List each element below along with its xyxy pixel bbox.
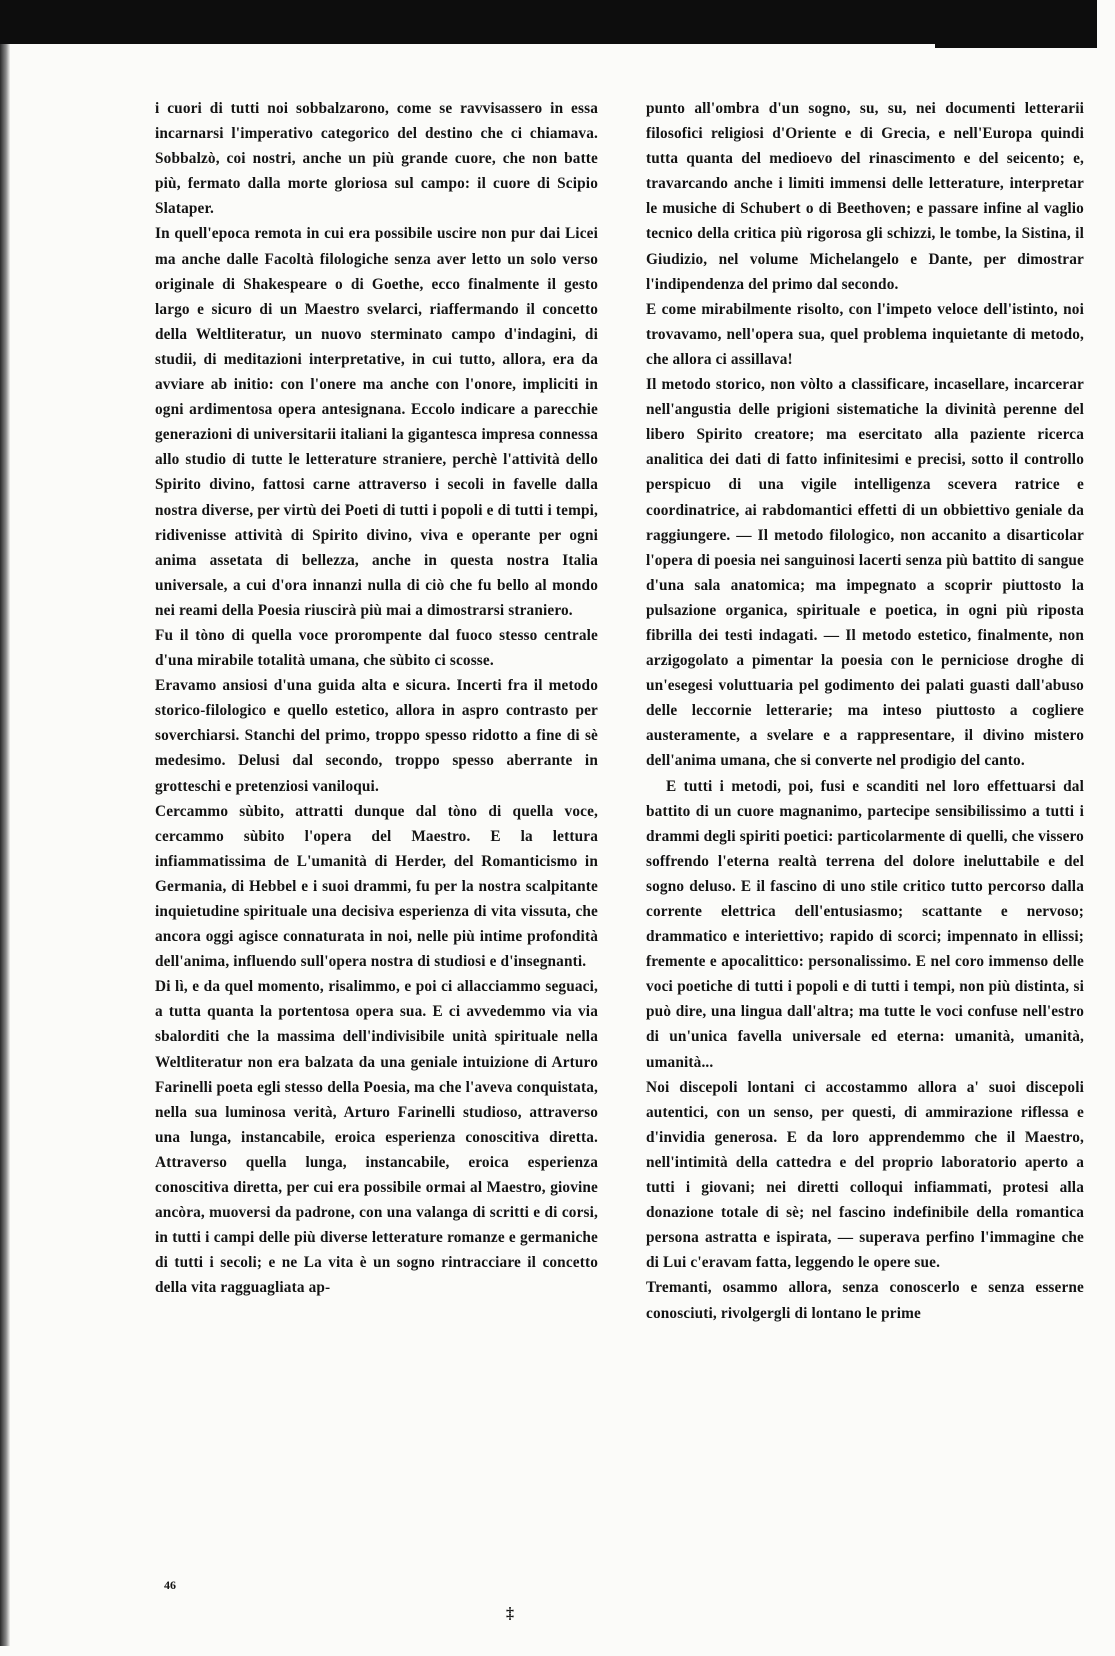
left-page-edge-shadow xyxy=(0,44,10,1646)
right-paragraph-6: Tremanti, osammo allora, senza conoscerlo e senza esserne conosciuti, rivolgergli di lontano le prime xyxy=(646,1279,1084,1322)
top-black-band-step xyxy=(935,0,1097,48)
left-paragraph-4: Eravamo ansiosi d'una guida alta e sicura. Incerti fra il metodo storico-filologico e quello estetico, allora in aspro contrasto per soverchiarsi. Stanchi del primo, troppo spesso ridotto a fine di sè medesimo. Delusi dal secondo, troppo spesso aberrante in grotteschi e pretenziosi vaniloqui. xyxy=(155,677,598,795)
page-number: 46 xyxy=(164,1578,176,1592)
right-paragraph-2: E come mirabilmente risolto, con l'impeto veloce dell'istinto, noi trovavamo, nell'opera sua, quel problema inquietante di metodo, che allora ci assillava! xyxy=(646,300,1084,368)
right-paragraph-3: Il metodo storico, non vòlto a classificare, incasellare, incarcerar nell'angustia delle prigioni sistematiche la divinità perenne del libero Spirito creatore; ma esercitato alla paziente ricerca analitica dei dati di fatto infinitesimi e precisi, sotto il controllo perspicuo di una vigile intelligenza scevera ratrice e coordinatrice, ai rabdomantici effetti di un obbiettivo geniale da raggiungere. — Il metodo filologico, non accanito a disarticolar l'opera di poesia nei sanguinosi lacerti senza più battito di sangue d'una sala anatomica; ma impegnato a scoprir piuttosto la pulsazione organica, spirituale e poetica, in ogni più riposta fibrilla dei testi indagati. — Il metodo estetico, finalmente, non arzigogolato a pimentar la poesia con le perniciose droghe di un'esegesi voluttuaria pel godimento dei palati guasti dall'abuso delle leccornie letterarie; ma inteso piuttosto a cogliere austeramente, a svelare e a rappresentare, il divino mistero dell'anima umana, che si converte nel prodigio del canto. xyxy=(646,376,1084,770)
left-paragraph-2: In quell'epoca remota in cui era possibile uscire non pur dai Licei ma anche dalle Facoltà filologiche senza aver letto un solo verso originale di Shakespeare o di Goethe, ecco finalmente il gesto largo e sicuro di un Maestro svelarci, riaffermando il concetto della Weltliteratur, un nuovo sterminato campo d'indagini, di studii, di meditazioni interpretative, in cui tutto, allora, era da avviare ab initio: con l'onere ma anche con l'onore, impliciti in ogni ardimentosa opera antesignana. Eccolo indicare a parecchie generazioni di universitarii italiani la gigantesca impresa connessa allo studio di tutte le letterature straniere, perchè l'attività dello Spirito divino, fattosi carne attraverso i secoli in favelle dalla nostra diverse, per virtù dei Poeti di tutti i popoli e di tutti i tempi, ridivenisse attività di Spirito divino, viva e operante per ogni anima assetata di bellezza, anche in questa nostra Italia universale, a cui d'ora innanzi nulla di ciò che fu bello al mondo nei reami della Poesia riuscirà più mai a dimostrarsi straniero. xyxy=(155,225,598,619)
bottom-printer-mark: ‡ xyxy=(506,1605,514,1622)
right-paragraph-1: punto all'ombra d'un sogno, su, su, nei documenti letterarii filosofici religiosi d'Oriente e di Grecia, e nell'Europa quindi tutta quanta del medioevo del rinascimento e del seicento; e, travarcando anche i limiti immensi delle letterature, interpretar le musiche di Schubert o di Beethoven; e passare infine al vaglio tecnico della critica più rigorosa gli schizzi, le tombe, la Sistina, il Giudizio, nel volume Michelangelo e Dante, per dimostrar l'indipendenza del primo dal secondo. xyxy=(646,100,1084,293)
left-paragraph-1: i cuori di tutti noi sobbalzarono, come se ravvisassero in essa incarnarsi l'imperativo categorico del destino che ci chiamava. Sobbalzò, coi nostri, anche un più grande cuore, che non batte più, fermato dalla morte gloriosa sul campo: il cuore di Scipio Slataper. xyxy=(155,100,598,218)
left-paragraph-6: Di lì, e da quel momento, risalimmo, e poi ci allacciammo seguaci, a tutta quanta la portentosa opera sua. E ci avvedemmo via via sbalorditi che la massima dell'indivisibile unità spirituale nella Weltliteratur non era balzata da una geniale intuizione di Arturo Farinelli poeta egli stesso della Poesia, ma che l'aveva conquistata, nella sua luminosa verità, Arturo Farinelli studioso, attraverso una lunga, instancabile, eroica esperienza conoscitiva diretta. Attraverso quella lunga, instancabile, eroica esperienza conoscitiva diretta, per cui era possibile ormai al Maestro, giovine ancòra, muoversi da padrone, con una valanga di scritti e di corsi, in tutti i campi delle più diverse letterature romanze e germaniche di tutti i secoli; e ne La vita è un sogno rintracciare il concetto della vita ragguagliata ap- xyxy=(155,978,598,1297)
right-paragraph-5: Noi discepoli lontani ci accostammo allora a' suoi discepoli autentici, con un senso, per questi, di ammirazione riflessa e d'invidia generosa. E da loro apprendemmo che il Maestro, nell'intimità della cattedra e del proprio laboratorio aperto a tutti i giovani; nei diretti colloqui infiammati, protesi alla donazione totale di sè; nel fascino indefinibile della romantica persona astratta e ispirata, — superava perfino l'immagine che di Lui c'eravam fatta, leggendo le opere sue. xyxy=(646,1078,1084,1272)
left-paragraph-5: Cercammo sùbito, attratti dunque dal tòno di quella voce, cercammo sùbito l'opera del Maestro. E la lettura infiammatissima de L'umanità di Herder, del Romanticismo in Germania, di Hebbel e i suoi drammi, fu per la nostra scalpitante inquietudine spirituale una decisiva esperienza di vita vissuta, che ancora oggi agisce connaturata in noi, nelle più intime profondità dell'anima, influendo sull'opera nostra di studiosi e d'insegnanti. xyxy=(155,802,598,971)
left-text-column xyxy=(155,96,598,1656)
right-text-column xyxy=(646,96,1084,1656)
right-paragraph-4: E tutti i metodi, poi, fusi e scanditi nel loro effettuarsi dal battito di un cuore magnanimo, partecipe sensibilissimo a tutti i drammi degli spiriti poetici: particolarmente di quelli, che vissero soffrendo l'eterna realtà terrena del dolore ineluttabile e del sogno deluso. E il fascino di uno stile critico tutto percorso dalla corrente elettrica dell'entusiasmo; scattante e nervoso; drammatico e interiettivo; rapido di scorci; impennato in ellissi; fremente e apocalittico: personalissimo. E nel coro immenso delle voci poetiche di tutti i popoli e di tutti i tempi, non più distinta, si può dire, una lingua dall'altra; ma tutte le voci confuse nell'estro di un'unica favella universale ed eterna: umanità, umanità, umanità... xyxy=(646,777,1084,1071)
left-paragraph-3: Fu il tòno di quella voce prorompente dal fuoco stesso centrale d'una mirabile totalità umana, che sùbito ci scosse. xyxy=(155,626,598,670)
top-black-band xyxy=(0,0,1097,44)
